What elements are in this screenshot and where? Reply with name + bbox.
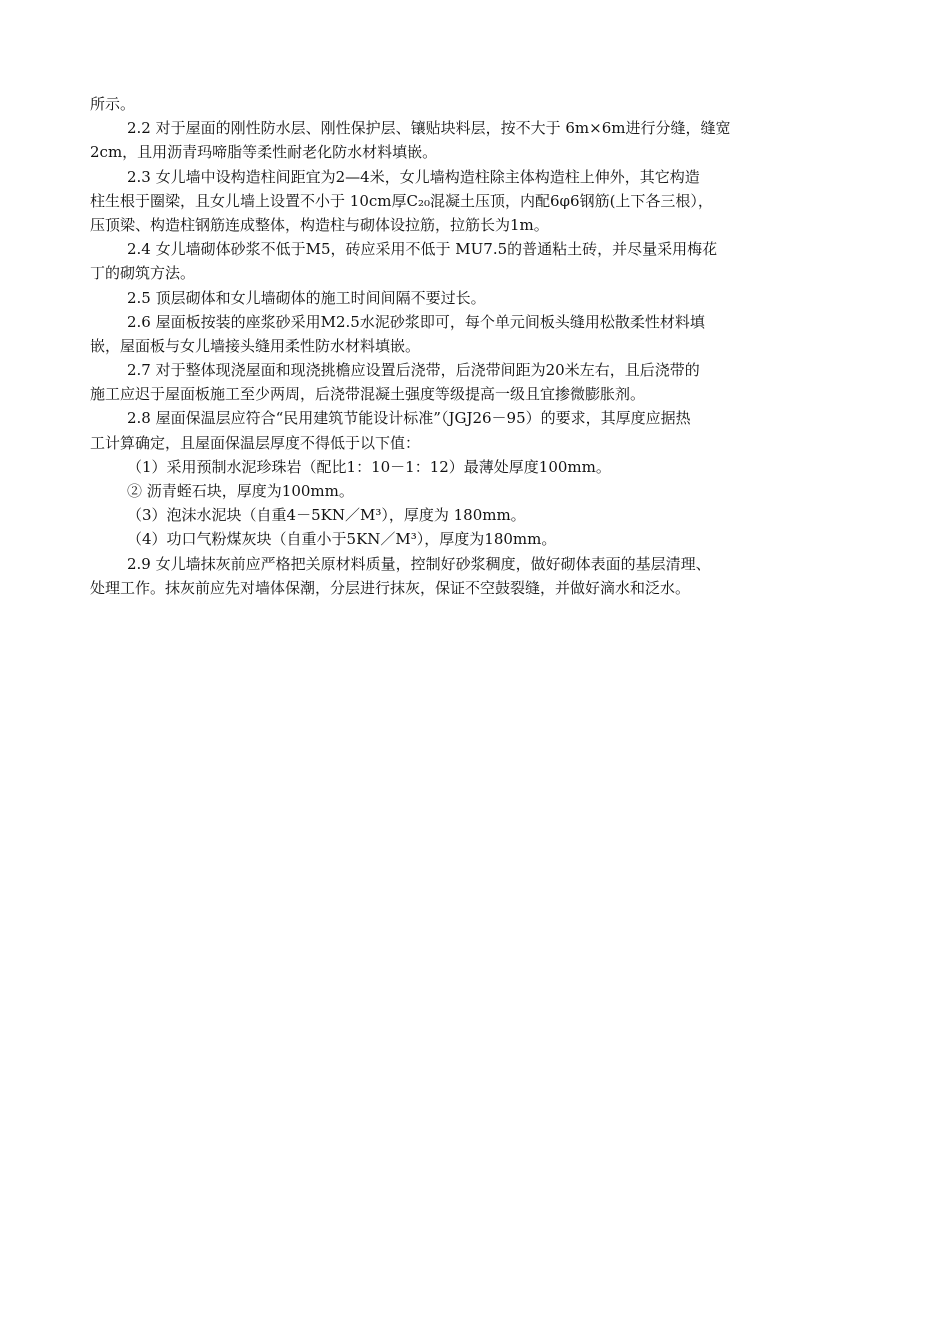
paragraph-2-4: 2.4 女儿墙砌体砂浆不低于M5，砖应采用不低于 MU7.5的普通粘土砖，并尽量采用梅花	[127, 240, 718, 259]
list-item: （3）泡沫水泥块（自重4－5KN／M³），厚度为 180mm。	[127, 506, 526, 525]
text-line: 处理工作。抹灰前应先对墙体保潮，分层进行抹灰，保证不空鼓裂缝，并做好滴水和泛水。	[90, 578, 691, 597]
paragraph-2-5: 2.5 顶层砌体和女儿墙砌体的施工时间间隔不要过长。	[127, 288, 486, 307]
text-line: 柱生根于圈梁，且女儿墙上设置不小于 10cm厚C₂₀混凝土压顶，内配6φ6钢筋(上下各三根），	[90, 191, 713, 210]
text-line: 嵌，屋面板与女儿墙接头缝用柔性防水材料填嵌。	[90, 336, 421, 355]
text-line: 压顶梁、构造柱钢筋连成整体，构造柱与砌体设拉筋，拉筋长为1m。	[90, 215, 549, 234]
text-line: 所示。	[90, 95, 136, 113]
list-item: ② 沥青蛭石块，厚度为100mm。	[127, 482, 354, 500]
paragraph-2-7: 2.7 对于整体现浇屋面和现浇挑檐应设置后浇带，后浇带间距为20米左右，且后浇带的	[127, 361, 700, 380]
text-line: 施工应迟于屋面板施工至少两周，后浇带混凝土强度等级提高一级且宜掺微膨胀剂。	[90, 385, 646, 404]
text-line: 丁的砌筑方法。	[90, 264, 196, 283]
text-line: 工计算确定，且屋面保温层厚度不得低于以下值：	[90, 433, 421, 452]
paragraph-2-6: 2.6 屋面板按装的座浆砂采用M2.5水泥砂浆即可，每个单元间板头缝用松散柔性材料填	[127, 312, 705, 331]
paragraph-2-9: 2.9 女儿墙抹灰前应严格把关原材料质量，控制好砂浆稠度，做好砌体表面的基层清理、	[127, 554, 711, 573]
list-item: （1）采用预制水泥珍珠岩（配比1：10－1：12）最薄处厚度100mm。	[127, 457, 611, 476]
list-item: （4）功口气粉煤灰块（自重小于5KN／M³），厚度为180mm。	[127, 530, 557, 549]
paragraph-2-8: 2.8 屋面保温层应符合“民用建筑节能设计标准”（JGJ26－95）的要求，其厚度应据热	[127, 409, 691, 428]
document-body	[90, 92, 865, 600]
paragraph-2-3: 2.3 女儿墙中设构造柱间距宜为2—4米，女儿墙构造柱除主体构造柱上伸外，其它构造	[127, 167, 700, 186]
paragraph-2-2: 2.2 对于屋面的刚性防水层、刚性保护层、镶贴块料层，按不大于 6m×6m进行分缝，缝宽	[127, 119, 731, 138]
text-line: 2cm，且用沥青玛啼脂等柔性耐老化防水材料填嵌。	[90, 143, 438, 162]
